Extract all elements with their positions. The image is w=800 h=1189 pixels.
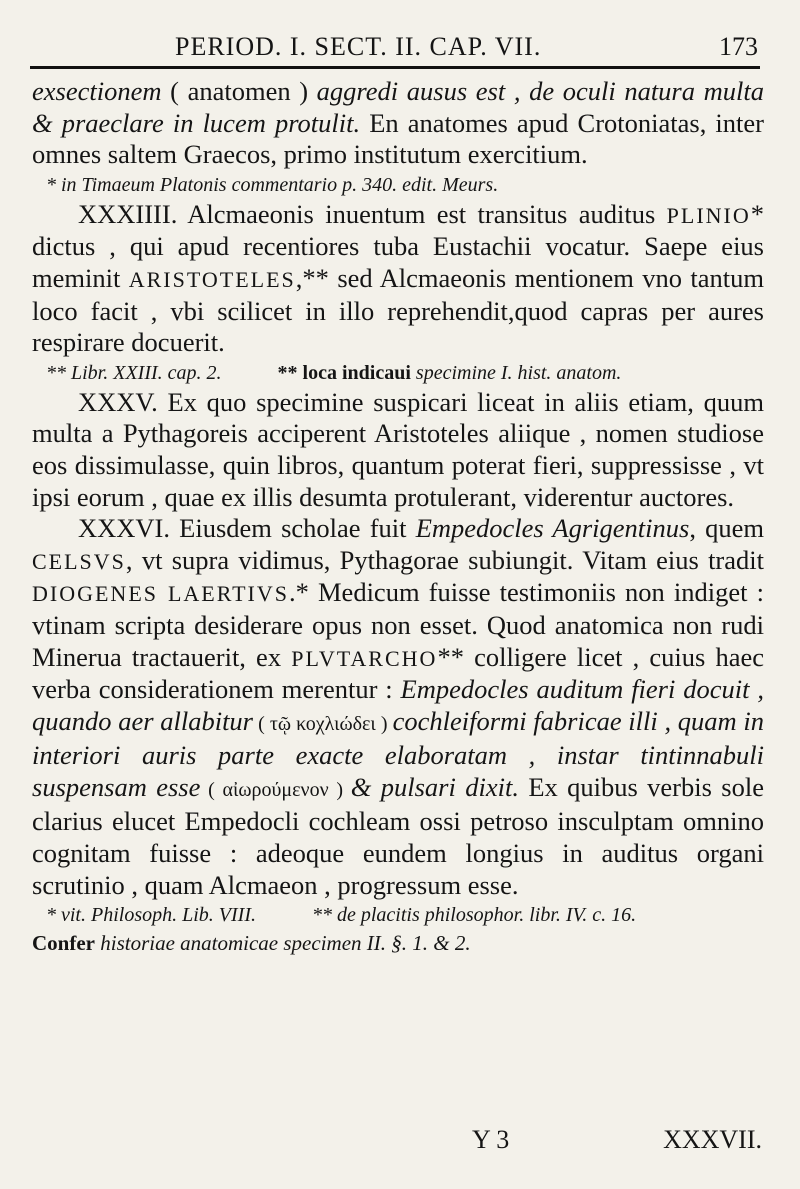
catchword: XXXVII. bbox=[663, 1125, 762, 1154]
italic-text: cochleiformi fabricae illi , quam in interiori auris parte exacte elaboratam , instar tintinnabuli suspensam esse bbox=[32, 705, 764, 802]
paragraph-36 bbox=[32, 513, 764, 901]
running-head: PERIOD. I. SECT. II. CAP. VII. bbox=[175, 32, 542, 61]
footnotes bbox=[32, 359, 764, 387]
text-run: , vt supra vidimus, Pythagorae subiungit. Vitam eius tradit bbox=[125, 544, 764, 575]
page-header bbox=[30, 26, 770, 66]
author-name: PLVTARCHO bbox=[291, 645, 438, 671]
text-run: * dictus , qui apud recentiores tuba Eustachii vocatur. Saepe eius meminit bbox=[32, 198, 764, 293]
footnotes bbox=[32, 901, 764, 929]
confer-label: Confer bbox=[32, 931, 95, 956]
section-number: XXXV. bbox=[78, 386, 158, 417]
text-run: ( anatomen ) bbox=[161, 76, 317, 106]
footnote-a: ** Libr. XXIII. cap. 2. bbox=[46, 361, 222, 384]
footnote-a: * vit. Philosoph. Lib. VIII. bbox=[46, 904, 256, 927]
text-run: Eiusdem scholae fuit bbox=[170, 513, 416, 544]
text-run: .* Medicum fuisse testimoniis non indiget : vtinam scripta desiderare opus non esset. Quod anatomica non rudi Minerua tractauerit, ex bbox=[32, 577, 764, 672]
italic-text: exsectionem bbox=[32, 76, 162, 106]
paragraph-34 bbox=[32, 199, 764, 359]
cross-reference bbox=[32, 929, 764, 957]
page-footer bbox=[32, 1125, 762, 1165]
footnote-b: ** de placitis philosophor. libr. IV. c. 16. bbox=[311, 904, 637, 927]
paragraph-35 bbox=[32, 387, 764, 513]
greek-text: ( τῷ κοχλιώδει ) bbox=[253, 712, 393, 735]
italic-text: Empedocles auditum fieri docuit , quando aer allabitur bbox=[32, 674, 764, 736]
text-run: En anatomes apud Crotoniatas, inter omnes saltem Graecos, primo institutum exercitium. bbox=[32, 107, 764, 170]
italic-text: aggredi ausus est , de oculi natura multa & praeclare in lucem protulit. bbox=[32, 76, 764, 138]
italic-text: Empedocles Agrigentinus bbox=[415, 513, 690, 544]
footnote-b: ** loca indicaui bbox=[277, 361, 416, 384]
author-name: DIOGENES LAERTIVS bbox=[32, 581, 289, 607]
text-run: ** colligere licet , cuius haec verba considerationem merentur : bbox=[32, 641, 764, 705]
greek-text: ( αἰωρούμενον ) bbox=[200, 778, 351, 801]
signature-mark: Y 3 bbox=[472, 1125, 510, 1154]
text-run: , quem bbox=[689, 513, 764, 544]
author-name: CELSVS bbox=[32, 548, 126, 574]
page-number: 173 bbox=[719, 32, 758, 61]
text-run: Alcmaeonis inuentum est transitus auditus bbox=[177, 198, 667, 229]
reference-text: historiae anatomicae specimen II. §. 1. & 2. bbox=[94, 931, 471, 956]
text-run: Ex quibus verbis sole clarius elucet Empedocli cochleam ossi petroso insculptam omnino cognitam fuisse : adeoque eundem longius in auditus organi scrutinio , quam Alcmaeon , progressum esse. bbox=[32, 771, 764, 900]
footnote-b-italic: specimine I. hist. anatom. bbox=[415, 361, 622, 384]
header-rule bbox=[30, 66, 760, 69]
text-run: Ex quo specimine suspicari liceat in aliis etiam, quum multa a Pythagoreis acciperent Aristoteles aliique , nomen studiose eos dissimulasse, quin libros, quantum poterat fieri, suppressisse , vt ipsi eorum , quae ex illis desumta protulerant, viderentur auctores. bbox=[32, 386, 764, 512]
author-name: ARISTOTELES bbox=[128, 266, 296, 292]
author-name: PLINIO bbox=[666, 202, 751, 228]
footnote: * in Timaeum Platonis commentario p. 340. edit. Meurs. bbox=[46, 173, 499, 196]
body-text bbox=[32, 76, 764, 957]
text-run: ,** sed Alcmaeonis mentionem vno tantum loco facit , vbi scilicet in illo reprehendit,quod capras per aures respirare docuerit. bbox=[32, 262, 765, 358]
section-number: XXXIIII. bbox=[78, 198, 178, 229]
italic-text: & pulsari dixit. bbox=[350, 771, 519, 802]
section-number: XXXVI. bbox=[78, 513, 170, 544]
paragraph-continuation bbox=[32, 76, 764, 171]
